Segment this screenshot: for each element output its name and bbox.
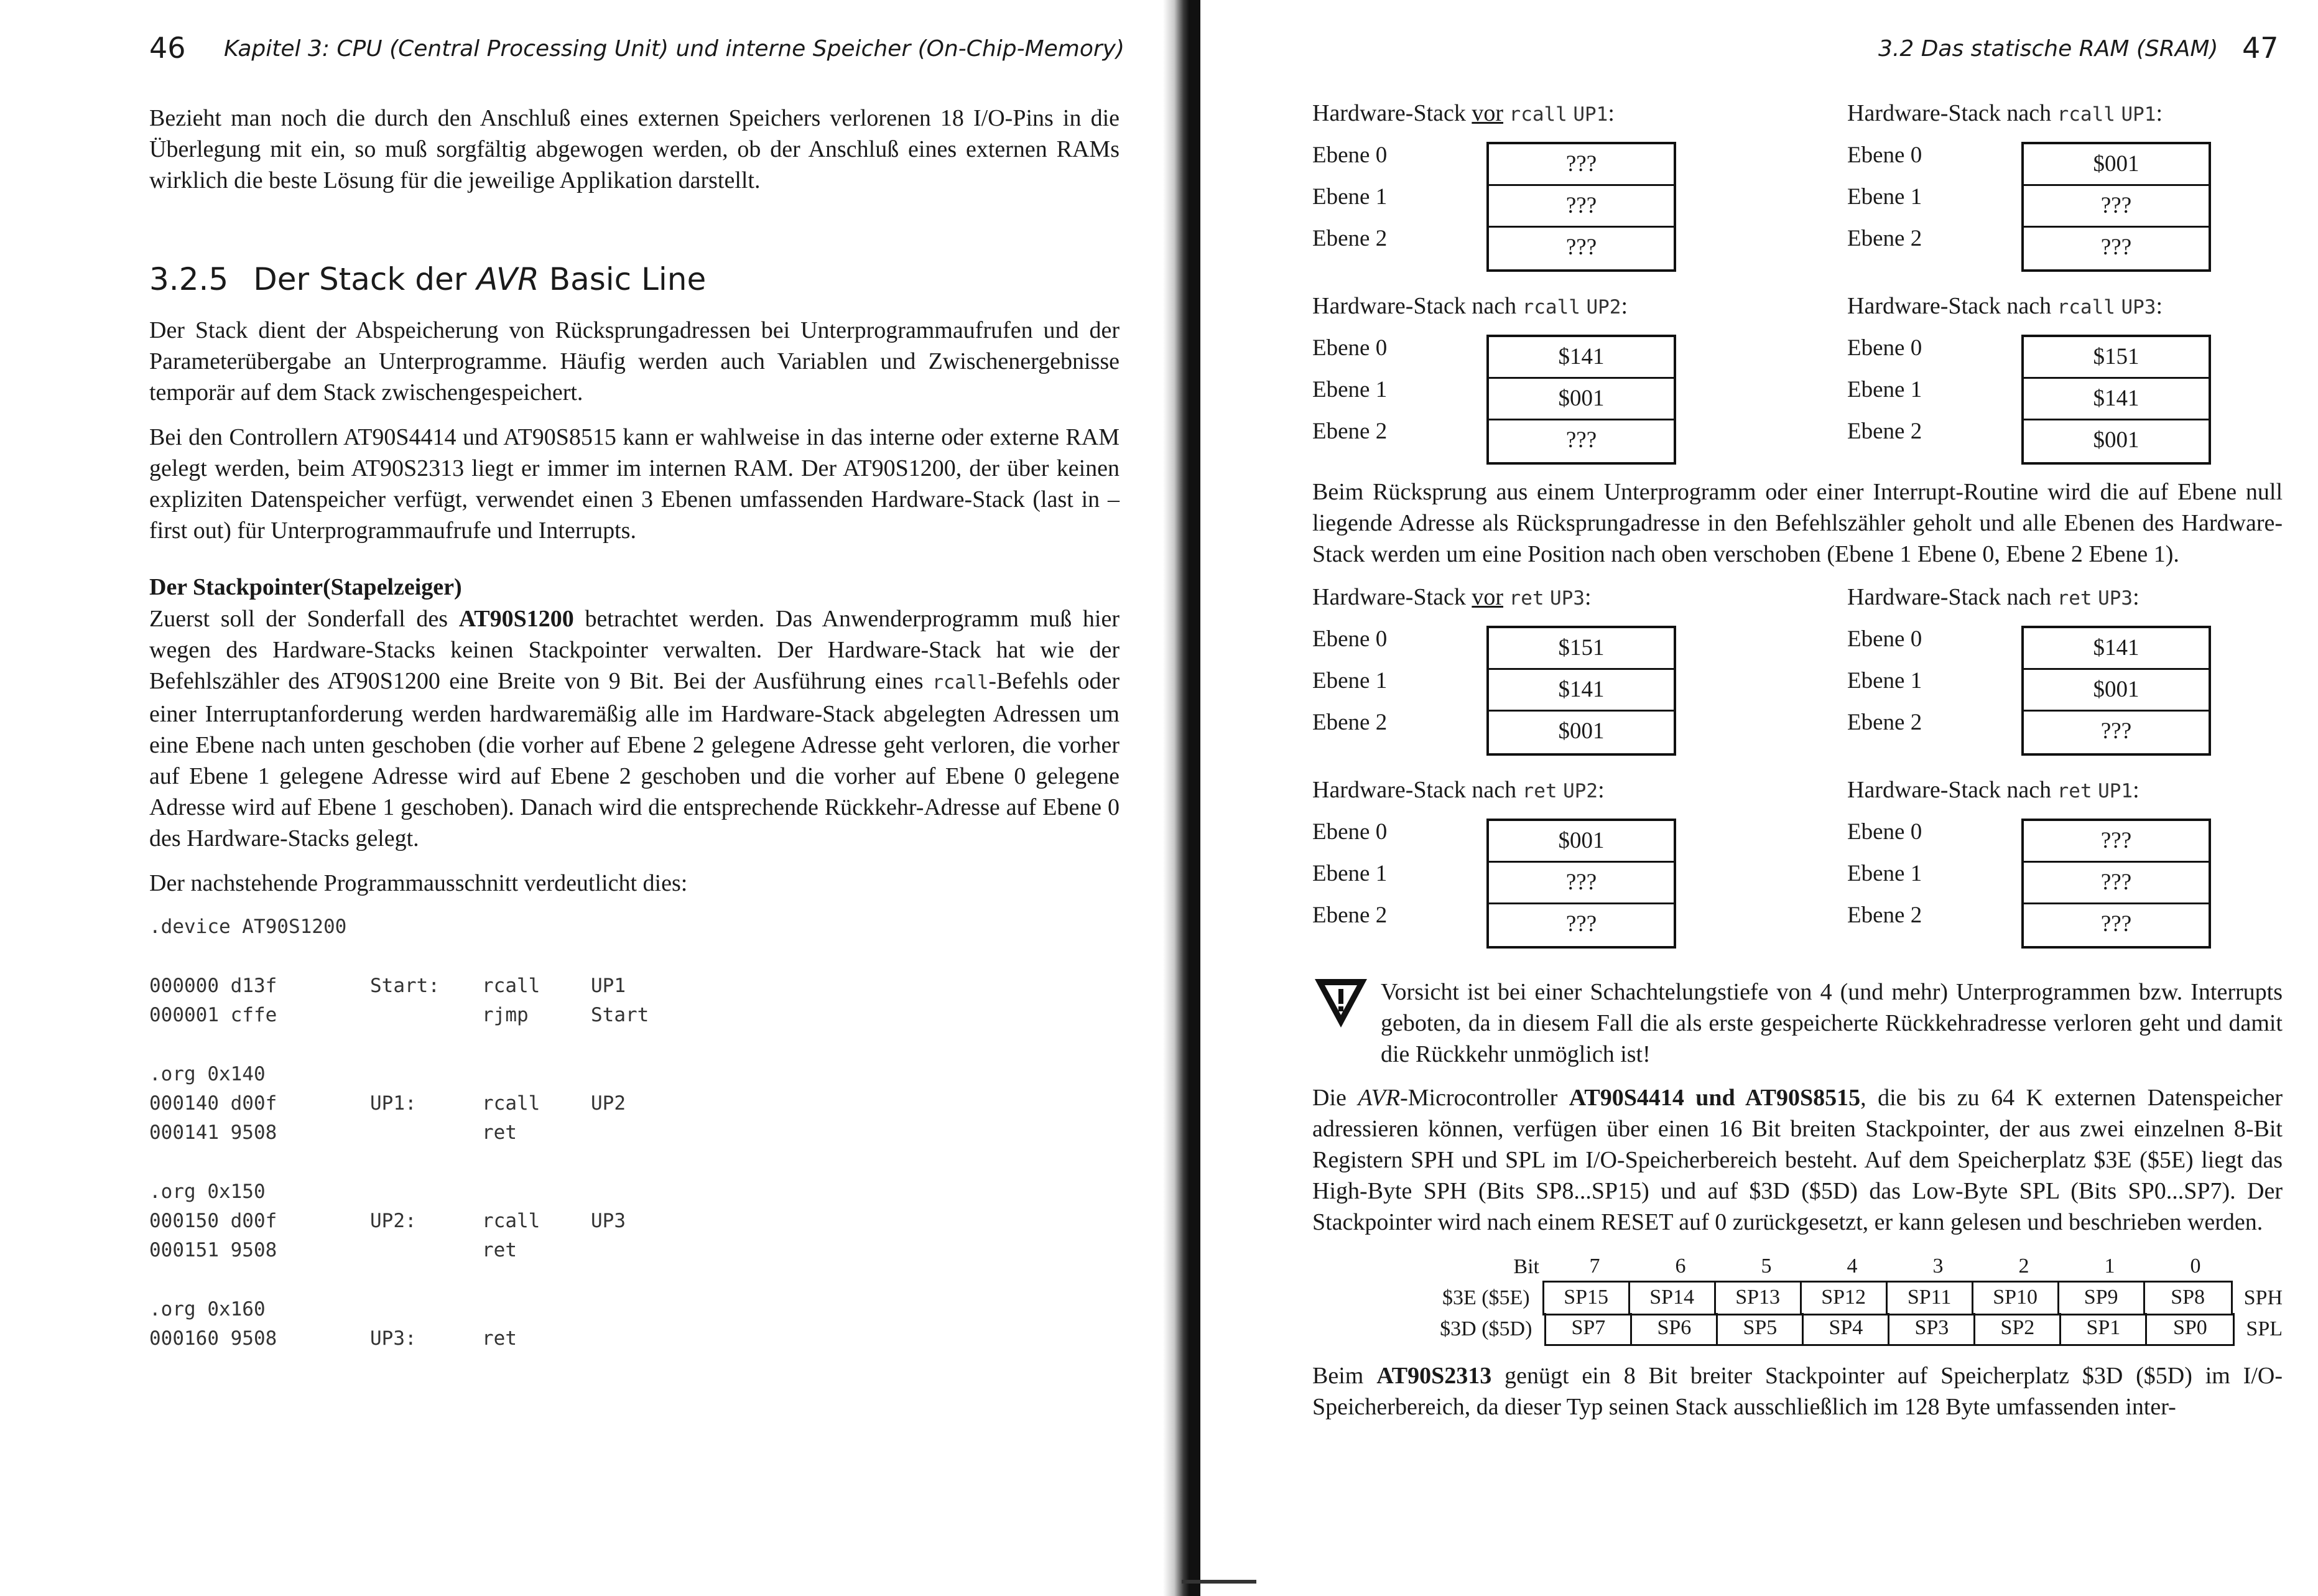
caption-instruction: rcall [1522,296,1580,318]
code-cell [370,1001,482,1030]
stack-box [2021,819,2211,949]
stack-cell: $001 [1558,718,1605,744]
code-cell: rcall [482,975,540,997]
stackpointer-register-table [1368,1251,2283,1345]
stack-cell: ??? [1489,863,1674,904]
register-bit-cell: SP12 [1802,1283,1888,1314]
stackpointer-paragraph [149,603,1120,854]
stack-body [1312,134,1847,272]
stack-level-label: Ebene 2 [1847,902,1922,928]
register-bit-cell: SP3 [1889,1313,1975,1344]
return-paragraph: Beim Rücksprung aus einem Unterprogramm oder einer Interrupt-Routine wird die auf Ebene null liegende Adresse als Rücksprungadresse in den Befehlszähler geholt und alle Ebenen des Hardware-Stack werden um eine Position nach oben verschoben (Ebene 1 Ebene 0, Ebene 2 Ebene 1). [1312,479,2283,567]
text-run: , die bis zu 64 K externen Datenspeicher adressieren können, verfügen über einen 16 Bit breiten Stackpointer, der aus zwei einzelnen 8-Bit Registern SPH und SPL im I/O-Speicherbereich besteht. Auf dem Speicherplatz $3E ($5E) liegt das High-Byte SPH (Bits SP8...SP15) und auf $3D ($5D) das Low-Byte SPL (Bits SP0...SP7). Der Stackpointer wird nach einem RESET auf 0 zurückgesetzt, er kann gelesen und beschrieben werden. [1312,1085,2283,1235]
register-bit-label: Bit [1513,1255,1539,1278]
code-cell: UP1: [370,1092,417,1115]
stack-cell: ??? [1565,427,1597,453]
code-cell: UP1 [591,975,626,997]
caption-text: Hardware-Stack [1312,584,1472,610]
register-bit-number: 7 [1589,1255,1600,1278]
at90s2313-paragraph [1312,1360,2283,1422]
stack-box [1486,335,1676,465]
stack-box [1486,142,1676,272]
register-bit-cell: SP5 [1718,1313,1804,1344]
register-bit-cell: SP4 [1804,1313,1889,1344]
caption-word: nach [2006,584,2052,610]
code-cell: rjmp [482,1004,529,1026]
register-bit-cell: SP14 [1630,1283,1716,1314]
stack-diagrams-call [1312,100,2283,485]
register-bit-cell: SP9 [2059,1283,2145,1314]
stack-diagram [1847,776,2283,969]
stack-level-label: Ebene 2 [1312,226,1388,251]
caption-target: UP1 [2121,103,2156,126]
stack-levels [1312,618,1486,756]
caption-instruction: rcall [1509,103,1567,126]
stack-levels [1312,327,1486,465]
left-page-number: 46 [149,31,186,65]
register-bit-cell: SP7 [1546,1313,1632,1344]
register-address: $3E ($5E) [1442,1286,1530,1309]
caption-word: vor [1472,584,1504,610]
register-bit-number: 5 [1761,1255,1772,1278]
text-run-bold: AT90S2313 [1376,1363,1492,1389]
stack-cell: $001 [2093,427,2140,453]
stack-body [1312,327,1847,465]
register-bit-number: 1 [2104,1255,2115,1278]
code-cell: 000150 d00f [149,1210,277,1232]
register-bit-cell: SP2 [1975,1313,2061,1344]
code-spacer [149,1148,1120,1177]
code-cell [370,1295,482,1324]
caption-target: UP3 [2121,296,2156,318]
register-row [1368,1283,2283,1314]
stack-box [1486,626,1676,756]
stack-diagram [1847,583,2283,776]
stack-diagrams-return [1312,583,2283,969]
code-cell: UP2 [591,1092,626,1115]
text-run: Die [1312,1085,1358,1111]
code-cell: 000141 9508 [149,1121,277,1144]
caption-target: UP2 [1586,296,1621,318]
caption-word: nach [2006,777,2052,803]
register-bit-cell: SP10 [1973,1283,2059,1314]
stack-diagram [1847,100,2283,292]
stack-box [2021,335,2211,465]
register-bit-number: 0 [2190,1255,2201,1278]
register-row [1368,1314,2283,1345]
stack-level-label: Ebene 1 [1312,377,1388,402]
stack-diagram [1312,583,1847,776]
text-run: -Befehls oder einer Interruptanforderung werden hardwaremäßig alle im Hardware-Stack abgelegten Adressen um eine Ebene nach unten geschoben (die vorher auf Ebene 2 gelegene Adresse geht verloren, die vorher auf Ebene 1 gelegene Adresse wird auf Ebene 2 geschoben und die vorher auf Ebene 0 gelegene Adresse wird auf Ebene 1 geschoben). Danach wird die entsprechende Rückkehr-Adresse auf Ebene 0 des Hardware-Stacks gelegt. [149,668,1120,851]
caption-target: UP2 [1563,780,1598,802]
code-cell: 000160 9508 [149,1327,277,1350]
stack-cell: ??? [2024,821,2209,863]
code-cell [482,1177,591,1207]
register-bit-cell: SP15 [1544,1283,1630,1314]
stack-diagram [1312,100,1847,292]
stack-paragraph-2: Bei den Controllern AT90S4414 und AT90S8515 kann er wahlweise in das interne oder externe RAM gelegt werden, beim AT90S2313 liegt er immer im internen RAM. Der AT90S1200, der über keinen expliziten Datenspeicher verfügt, verwendet einen 3 Ebenen umfassenden Hardware-Stack (last in – first out) für Unterprogrammaufrufe und Interrupts. [149,424,1120,544]
warning-note [1312,977,2283,1070]
stack-cell: $141 [1489,337,1674,379]
caption-instruction: rcall [2057,296,2115,318]
code-cell: .org 0x160 [149,1298,266,1320]
code-cell: UP3 [591,1210,626,1232]
text-run: Beim [1312,1363,1377,1389]
stack-cell: ??? [1565,911,1597,937]
stack-box [2021,626,2211,756]
stack-caption: Hardware-Stack nach rcall UP1: [1847,100,2163,126]
section-heading [149,261,1120,297]
code-cell [370,1177,482,1207]
stack-box [1486,819,1676,949]
stack-caption: Hardware-Stack nach ret UP2: [1312,777,1605,803]
code-cell [370,1236,482,1265]
stack-level-label: Ebene 2 [1312,902,1388,928]
stack-level-label: Ebene 1 [1847,668,1922,694]
right-running-title: 3.2 Das statische RAM (SRAM) [1878,36,2218,62]
text-run: betrachtet werden. Das Anwenderprogramm muß hier wegen des Hardware-Stacks keinen Stackpointer verwalten. Der Hardware-Stack hat wie der Befehlszähler des AT90S1200 eine Breite von 9 Bit. Bei der Ausführung eines [149,606,1120,694]
stackpointer-avr-paragraph [1312,1082,2283,1238]
text-run-bold: AT90S4414 und AT90S8515 [1569,1085,1861,1111]
text-run: -Microcontroller [1400,1085,1569,1111]
caption-text: Hardware-Stack [1847,100,2007,126]
stack-caption: Hardware-Stack vor ret UP3: [1312,584,1592,610]
stack-cell: ??? [2100,234,2132,260]
caption-word: vor [1472,100,1504,126]
code-cell: 000000 d13f [149,975,277,997]
stack-body [1847,134,2283,272]
stack-level-label: Ebene 0 [1312,819,1388,845]
stack-level-label: Ebene 2 [1312,419,1388,444]
stack-caption: Hardware-Stack nach rcall UP3: [1847,293,2163,319]
code-line [149,1089,1120,1118]
stack-levels [1847,327,2021,465]
stack-cell: ??? [2024,186,2209,228]
code-spacer [149,1030,1120,1060]
stack-level-label: Ebene 2 [1847,419,1922,444]
stack-cell: $141 [2024,628,2209,670]
stack-cell: ??? [1489,144,1674,186]
code-cell [482,1295,591,1324]
stack-level-label: Ebene 1 [1847,184,1922,210]
code-line [149,1060,1120,1089]
inline-code: rcall [932,672,989,694]
stack-caption: Hardware-Stack nach ret UP1: [1847,777,2140,803]
register-bit-cell: SP11 [1888,1283,1973,1314]
book-gutter [1163,0,1200,1596]
stack-level-label: Ebene 0 [1847,819,1922,845]
right-page-number: 47 [2242,31,2279,65]
text-run-bold: AT90S1200 [458,606,574,632]
code-spacer [149,942,1120,972]
code-cell: .org 0x150 [149,1181,266,1203]
section-title-em: AVR [476,261,539,297]
code-cell: ret [482,1327,517,1350]
right-page [1312,100,2283,1436]
stack-level-label: Ebene 1 [1312,184,1388,210]
caption-text: Hardware-Stack [1312,100,1472,126]
register-box [1542,1281,2233,1315]
section-title-pre: Der Stack der [253,261,477,297]
left-running-title: Kapitel 3: CPU (Central Processing Unit) und interne Speicher (On-Chip-Memory) [224,36,1125,62]
register-box [1544,1313,2235,1346]
stack-level-label: Ebene 1 [1847,377,1922,402]
register-bit-cell: SP6 [1632,1313,1718,1344]
code-device-line [149,912,1120,942]
register-bit-number: 6 [1675,1255,1686,1278]
caption-instruction: ret [1522,780,1557,802]
caption-target: UP1 [2098,780,2133,802]
stack-level-label: Ebene 0 [1312,335,1388,361]
stack-body [1312,811,1847,949]
register-bit-cell: SP8 [2171,1286,2205,1309]
stack-level-label: Ebene 0 [1312,626,1388,652]
register-bit-number: 4 [1847,1255,1858,1278]
register-address: $3D ($5D) [1440,1317,1532,1340]
stack-body [1312,618,1847,756]
code-line [149,1207,1120,1236]
section-number: 3.2.5 [149,261,229,297]
stack-levels [1847,618,2021,756]
left-page [149,103,1120,1353]
caption-target: UP3 [2098,587,2133,610]
stack-level-label: Ebene 0 [1847,335,1922,361]
stack-diagram [1312,776,1847,969]
code-cell: rcall [482,1210,540,1232]
stack-cell: $001 [1489,821,1674,863]
stack-body [1847,618,2283,756]
code-line [149,1324,1120,1353]
stack-levels [1312,811,1486,949]
caption-text: Hardware-Stack [1847,777,2007,803]
caption-text: Hardware-Stack [1312,777,1472,803]
code-cell: 000140 d00f [149,1092,277,1115]
code-cell: rcall [482,1092,540,1115]
register-bit-cell: SP1 [2061,1313,2147,1344]
stack-level-label: Ebene 2 [1847,226,1922,251]
caption-instruction: ret [2057,780,2092,802]
register-bit-number: 2 [2018,1255,2029,1278]
code-line [149,972,1120,1001]
caption-text: Hardware-Stack [1312,293,1472,319]
caption-word: nach [2006,100,2052,126]
stack-body [1847,327,2283,465]
stack-level-label: Ebene 0 [1847,626,1922,652]
code-cell [370,1118,482,1148]
register-bit-cell: SP0 [2172,1315,2207,1339]
stack-diagram [1847,292,2283,485]
stack-levels [1847,811,2021,949]
caption-instruction: rcall [2057,103,2115,126]
section-title-post: Basic Line [539,261,707,297]
code-cell [370,1060,482,1089]
stack-paragraph-1: Der Stack dient der Abspeicherung von Rücksprungadressen bei Unterprogrammaufrufen und der Parameterübergabe an Unterprogramme. Häufig werden auch Variablen und Zwischenergebnisse temporär auf dem Stack zwischengespeichert. [149,317,1120,406]
warning-icon [1312,977,1381,1070]
register-name: SPL [2246,1317,2283,1340]
code-line [149,1295,1120,1324]
stack-level-label: Ebene 1 [1312,668,1388,694]
stack-cell: $151 [2024,337,2209,379]
register-bit-number: 3 [1932,1255,1944,1278]
caption-word: nach [1472,777,1517,803]
stack-caption: Hardware-Stack nach ret UP3: [1847,584,2140,610]
stack-cell: ??? [2100,911,2132,937]
code-cell: 000001 cffe [149,1004,277,1026]
stack-level-label: Ebene 2 [1312,710,1388,735]
code-cell [482,1060,591,1089]
stack-body [1847,811,2283,949]
stack-diagram [1312,292,1847,485]
caption-instruction: ret [2057,587,2092,610]
stack-caption: Hardware-Stack vor rcall UP1: [1312,100,1615,126]
stack-cell: ??? [2024,863,2209,904]
code-cell: .org 0x140 [149,1063,266,1085]
text-run-italic: AVR [1358,1085,1401,1111]
stackpointer-subheading: Der Stackpointer(Stapelzeiger) [149,574,462,600]
code-intro-paragraph: Der nachstehende Programmausschnitt verdeutlicht dies: [149,870,688,896]
stack-cell: $141 [1489,670,1674,712]
caption-text: Hardware-Stack [1847,584,2007,610]
text-run: genügt ein 8 Bit breiter Stackpointer auf Speicherplatz $3D ($5D) im I/O-Speicherbereich, da dieser Typ seinen Stack ausschließlich im 128 Byte umfassenden inter- [1312,1363,2283,1420]
code-cell: 000151 9508 [149,1239,277,1261]
register-bit-cell: SP13 [1716,1283,1802,1314]
stack-cell: $151 [1489,628,1674,670]
text-run: Zuerst soll der Sonderfall des [149,606,459,632]
stack-level-label: Ebene 1 [1312,861,1388,886]
stack-cell: ??? [1489,186,1674,228]
stack-levels [1847,134,2021,272]
caption-word: nach [1472,293,1517,319]
code-listing [149,912,1120,1353]
code-line [149,1177,1120,1207]
stack-level-label: Ebene 1 [1847,861,1922,886]
code-groups [149,942,1120,1353]
code-line [149,1001,1120,1030]
caption-text: Hardware-Stack [1847,293,2007,319]
gutter-shadow [1182,1580,1256,1584]
stack-level-label: Ebene 0 [1847,142,1922,168]
caption-target: UP1 [1573,103,1608,126]
stack-cell: $141 [2024,379,2209,420]
code-cell: Start [591,1004,649,1026]
code-line [149,1236,1120,1265]
code-line [149,1118,1120,1148]
stack-cell: $001 [1489,379,1674,420]
code-text: .device AT90S1200 [149,916,347,938]
code-cell: UP2: [370,1210,417,1232]
caption-target: UP3 [1550,587,1585,610]
code-cell: Start: [370,975,440,997]
stack-caption: Hardware-Stack nach rcall UP2: [1312,293,1628,319]
code-spacer [149,1265,1120,1295]
warning-text: Vorsicht ist bei einer Schachtelungstiefe von 4 (und mehr) Unterprogrammen bzw. Interrupts geboten, da in diesem Fall die als erste gespeicherte Rückkehradresse verloren geht und damit die Rückkehr unmöglich ist! [1381,979,2283,1067]
stack-cell: ??? [2100,718,2132,744]
stack-box [2021,142,2211,272]
register-name: SPH [2243,1286,2283,1309]
register-bit-row [1368,1251,2283,1283]
stack-cell: $001 [2024,144,2209,186]
stack-cell: $001 [2024,670,2209,712]
intro-paragraph: Bezieht man noch die durch den Anschluß eines externen Speichers verlorenen 18 I/O-Pins in die Überlegung mit ein, so muß sorgfältig abgewogen werden, ob der Anschluß eines externen RAMs wirklich die beste Lösung für die jeweilige Applikation darstellt. [149,105,1120,193]
stack-level-label: Ebene 0 [1312,142,1388,168]
code-cell: UP3: [370,1327,417,1350]
code-cell: ret [482,1239,517,1261]
caption-word: nach [2006,293,2052,319]
stack-level-label: Ebene 2 [1847,710,1922,735]
stack-levels [1312,134,1486,272]
caption-instruction: ret [1509,587,1544,610]
stack-cell: ??? [1565,234,1597,260]
code-cell: ret [482,1121,517,1144]
